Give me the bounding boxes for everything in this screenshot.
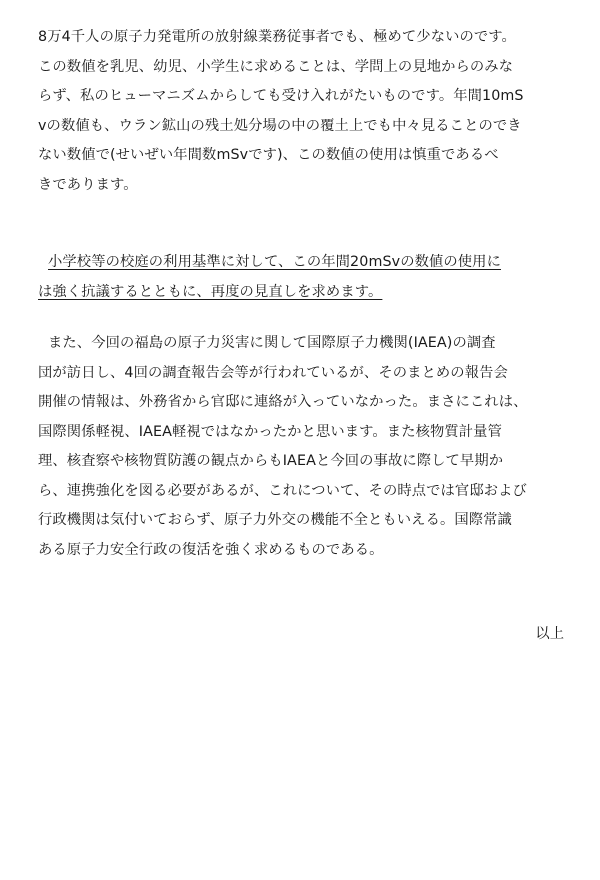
paragraph-2-underlined	[38, 248, 568, 307]
text-line	[38, 278, 568, 308]
text-line: ない数値で(せいぜい年間数mSvです)、この数値の使用は慎重であるべ	[38, 147, 499, 163]
text-line-content: また、今回の福島の原子力災害に関して国際原子力機関(IAEA)の調査	[48, 335, 496, 351]
paragraph-1	[38, 23, 568, 200]
text-line: この数値を乳児、幼児、小学生に求めることは、学問上の見地からのみな	[38, 58, 514, 75]
text-line	[38, 329, 568, 359]
text-line: 開催の情報は、外務省から官邸に連絡が入っていなかった。まさにこれは、	[38, 394, 528, 410]
text-line: vの数値も、ウラン鉱山の残土処分場の中の覆土上でも中々見ることのでき	[38, 117, 522, 134]
text-line: 理、核査察や核物質防護の観点からもIAEAと今回の事故に際して早期か	[38, 453, 504, 469]
underlined-text: は強く抗議するとともに、再度の見直しを求めます。	[38, 283, 383, 300]
text-line: 団が訪日し、4回の調査報告会等が行われているが、そのまとめの報告会	[38, 364, 508, 381]
closing-remark: 以上	[535, 626, 564, 642]
text-line: きであります。	[38, 176, 138, 193]
text-line: ある原子力安全行政の復活を強く求めるものである。	[38, 541, 384, 558]
text-line: 行政機関は気付いておらず、原子力外交の機能不全ともいえる。国際常識	[38, 512, 512, 528]
text-line	[38, 248, 568, 278]
text-line: ら、連携強化を図る必要があるが、これについて、その時点では官邸および	[38, 482, 527, 499]
paragraph-3	[38, 329, 568, 565]
text-line: らず、私のヒューマニズムからしても受け入れがたいものです。年間10mS	[38, 88, 524, 104]
text-line: 8万4千人の原子力発電所の放射線業務従事者でも、極めて少ないのです。	[38, 29, 516, 45]
text-line: 国際関係軽視、IAEA軽視ではなかったかと思います。また核物質計量管	[38, 423, 502, 440]
underlined-text: 小学校等の校庭の利用基準に対して、この年間20mSvの数値の使用に	[48, 254, 501, 270]
